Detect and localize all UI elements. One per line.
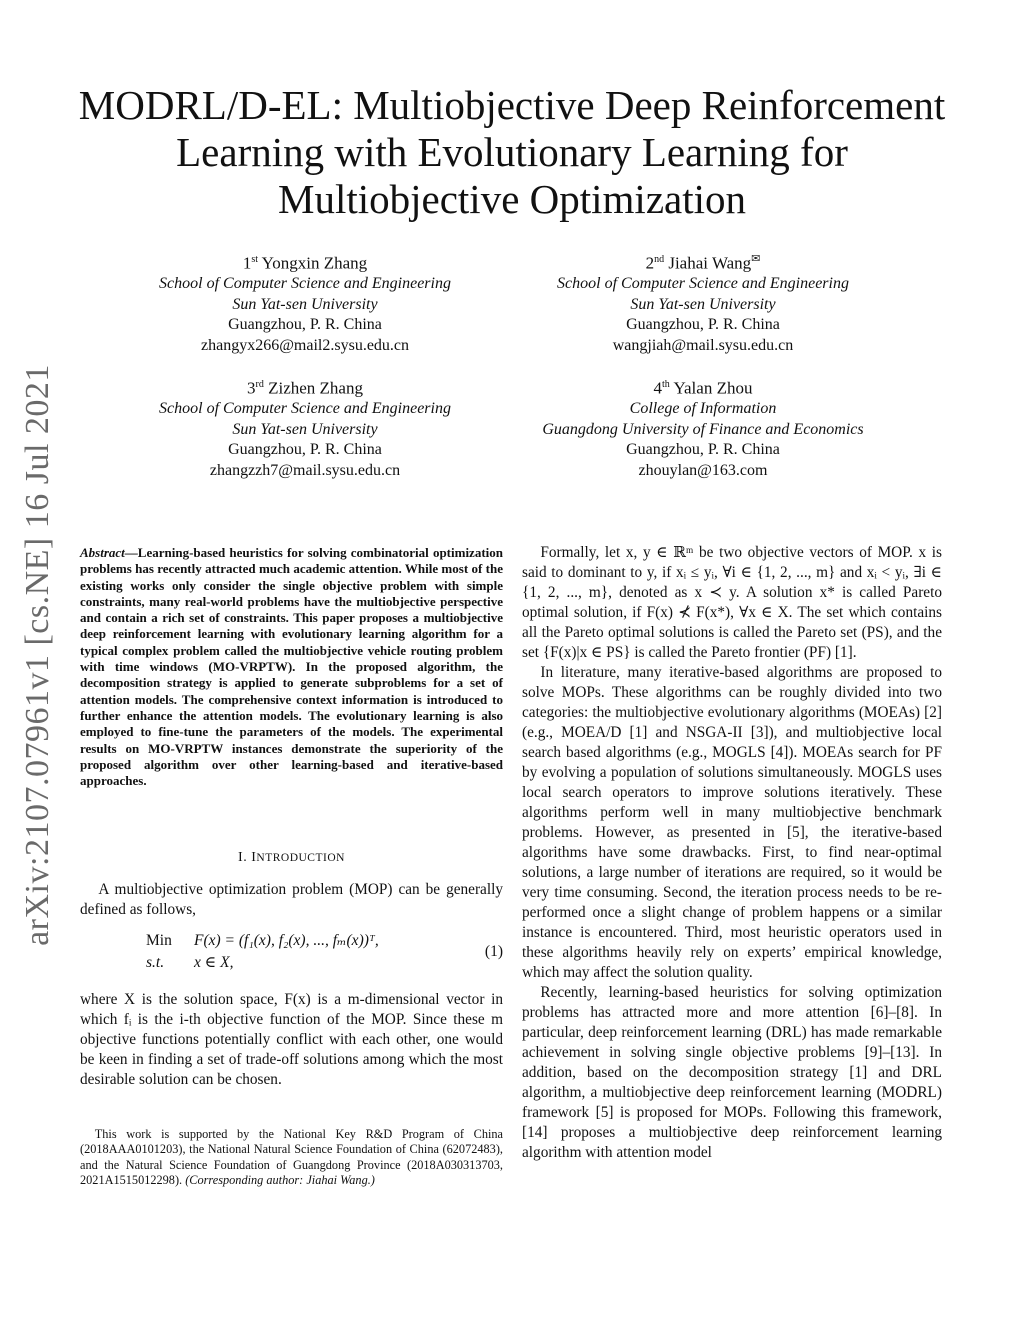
author-name: 4th Yalan Zhou [653, 378, 753, 398]
author-name: 2nd Jiahai Wang✉ [645, 253, 761, 273]
paper-title [60, 82, 964, 223]
abstract [80, 545, 503, 789]
author-dept: School of Computer Science and Engineering [159, 275, 451, 293]
title-line: Multiobjective Optimization [278, 176, 746, 222]
author-block-3 [105, 374, 505, 481]
author-email[interactable]: wangjiah@mail.sysu.edu.cn [612, 336, 794, 354]
author-institution: Sun Yat-sen University [232, 420, 378, 438]
definition-paragraph: where X is the solution space, F(x) is a m-dimensional vector in which fᵢ is the i-th objective function of the MOP. Since these m objective functions potentially conflict with each other, one would be keen in finding a set of trade-off solutions among which the most desirable solution can be chosen. [80, 991, 503, 1088]
author-city: Guangzhou, P. R. China [626, 441, 780, 459]
author-institution: Sun Yat-sen University [630, 295, 776, 313]
paragraph: Formally, let x, y ∈ ℝᵐ be two objective vectors of MOP. x is said to dominant to y, if xᵢ ≤ yᵢ, ∀i ∈ {1, 2, ..., m} and xᵢ < yᵢ, ∃i ∈ {1, 2, ..., m}, denoted as x ≺ y. A solution x* is called Pareto optimal solution, if F(x) ⊀ F(x*), ∀x ∈ X. The set which contains all the Pareto optimal solutions is called the Pareto set (PS), and the set {F(x)|x ∈ PS} is called the Pareto frontier (PF) [1]. [522, 544, 942, 661]
author-block-2 [503, 249, 903, 356]
arxiv-stamp [8, 360, 68, 950]
equation-number: (1) [484, 943, 503, 960]
author-institution: Sun Yat-sen University [232, 295, 378, 313]
author-dept: School of Computer Science and Engineering [159, 400, 451, 418]
author-block-1 [105, 249, 505, 356]
paragraph: Recently, learning-based heuristics for solving optimization problems has attracted more and more attention [6]–[8]. In particular, deep reinforcement learning (DRL) has made remarkable achievement in solving single objective problems [9]–[13]. In addition, based on the decomposition strategy [1] and DRL algorithm, a multiobjective deep reinforcement learning (MODRL) framework [5] is proposed for MOPs. Following this framework, [14] proposes a multiobjective deep reinforcement learning algorithm with attention model [522, 984, 942, 1161]
arxiv-stamp-text: arXiv:2107.07961v1 [cs.NE] 16 Jul 2021 [19, 364, 56, 946]
author-city: Guangzhou, P. R. China [228, 316, 382, 334]
section-heading-introduction: I. INTRODUCTION [238, 850, 345, 865]
author-email[interactable]: zhangyx266@mail2.sysu.edu.cn [200, 336, 410, 354]
right-column [522, 543, 942, 1163]
intro-paragraph: A multiobjective optimization problem (MOP) can be generally defined as follows, [80, 881, 503, 918]
equation-1: Min F(x) = (f₁(x), f₂(x), ..., fₘ(x))ᵀ, s.t. x ∈ X, (1) [146, 932, 503, 971]
paragraph: In literature, many iterative-based algorithms are proposed to solve MOPs. These algorithms can be roughly divided into two categories: the multiobjective evolutionary algorithms (MOEAs) [2] (e.g., MOEA/D [1] and NSGA-II [3]), and multiobjective local search based algorithms (e.g., MOGLS [4]). MOEAs search for PF by evolving a population of solutions simultaneously. MOGLS uses local search operators to improve solutions iteratively. These algorithms perform well in many multiobjective benchmark problems. However, as presented in [5], the iterative-based algorithms have some drawbacks. First, to find near-optimal solutions, a large number of iterations are required, so it would be very time consuming. Second, the iteration process needs to be re-performed once a slight change of problem happens or a similar instance is encountered. Third, most heuristic operators used in these algorithms heavily rely on experts’ empirical knowledge, which may affect the solution quality. [522, 664, 942, 981]
author-dept: College of Information [629, 400, 777, 418]
author-city: Guangzhou, P. R. China [228, 441, 382, 459]
abstract-label: Abstract [80, 545, 125, 560]
abstract-text: —Learning-based heuristics for solving combinatorial optimization problems has recently attracted much academic attention. While most of the existing works only consider the single objective problem with simple constraints, many real-world problems have the multiobjective perspective and contain a rich set of constraints. This paper proposes a multiobjective deep reinforcement learning with evolutionary learning algorithm for a typical complex problem called the multiobjective vehicle routing problem with time windows (MO-VRPTW). In the proposed algorithm, the decomposition strategy is applied to generate subproblems for a set of attention models. The comprehensive context information is introduced to further enhance the attention models. The evolutionary learning is also employed to fine-tune the parameters of the models. The experimental results on MO-VRPTW instances demonstrate the superiority of the proposed algorithm over other learning-based and iterative-based approaches. [80, 545, 503, 789]
footnote: This work is supported by the National Key R&D Program of China (2018AAA0101203), the National Natural Science Foundation of China (62072483), and the Natural Science Foundation of Guangdong Province (2018A030313703, 2021A1515012298). (Corresponding author: Jiahai Wang.) [80, 1127, 503, 1188]
author-email[interactable]: zhouylan@163.com [638, 461, 768, 479]
author-block-4 [503, 374, 903, 481]
author-city: Guangzhou, P. R. China [626, 316, 780, 334]
author-institution: Guangdong University of Finance and Economics [542, 420, 864, 438]
title-line: MODRL/D-EL: Multiobjective Deep Reinforcement [78, 82, 946, 128]
author-name: 3rd Zizhen Zhang [247, 378, 363, 398]
envelope-icon: ✉ [751, 253, 761, 265]
author-name: 1st Yongxin Zhang [242, 253, 368, 273]
author-dept: School of Computer Science and Engineering [557, 275, 849, 293]
author-email[interactable]: zhangzzh7@mail.sysu.edu.cn [209, 461, 401, 479]
title-line: Learning with Evolutionary Learning for [176, 129, 848, 175]
